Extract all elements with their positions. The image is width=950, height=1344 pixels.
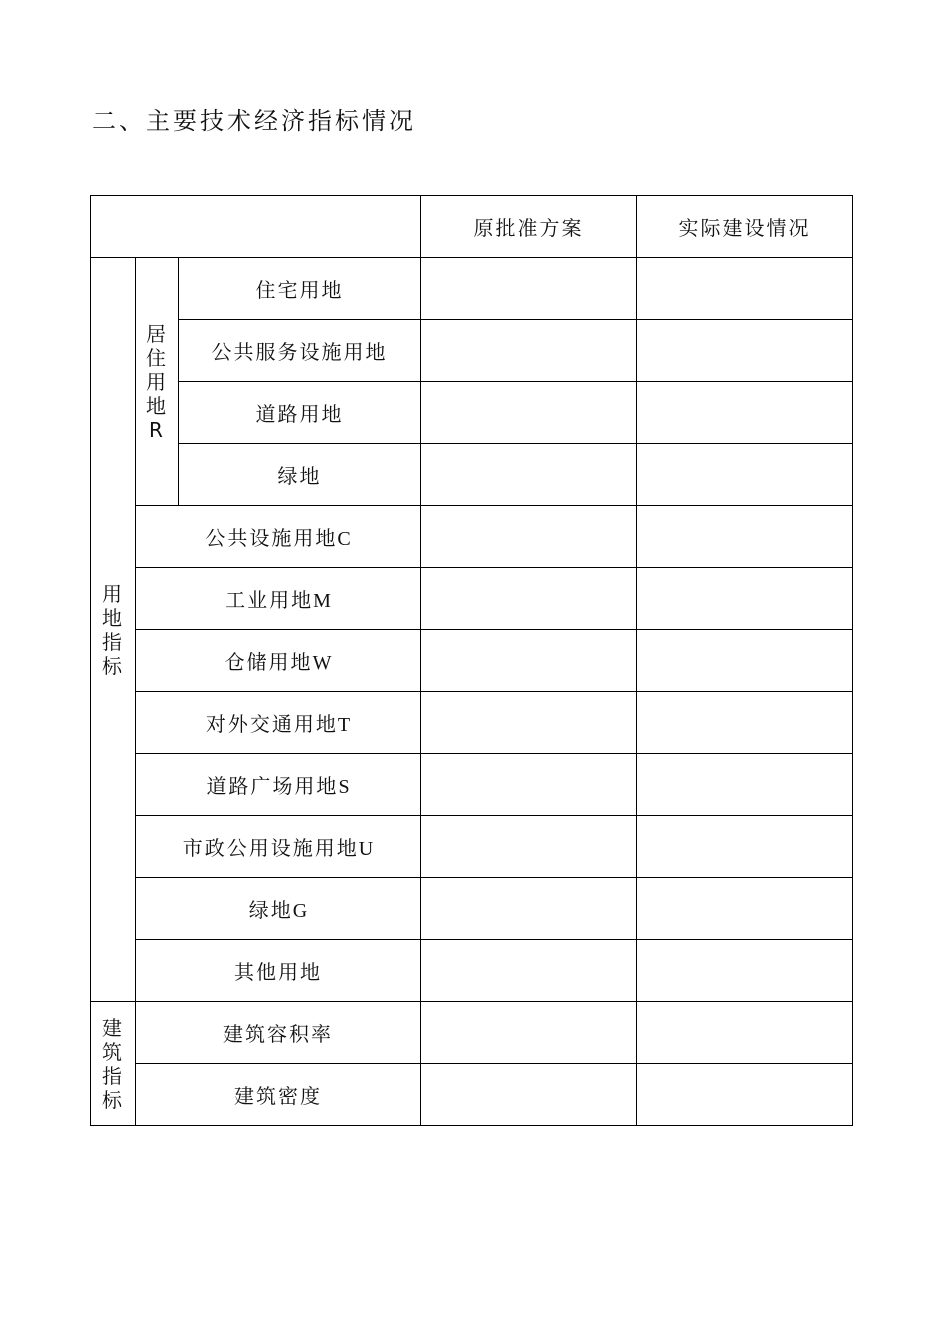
row-label: 对外交通用地T bbox=[136, 692, 421, 754]
table-row bbox=[91, 1002, 853, 1064]
original-plan-cell[interactable] bbox=[421, 258, 637, 320]
indicator-table bbox=[90, 195, 853, 1126]
header-original-plan: 原批准方案 bbox=[421, 196, 637, 258]
original-plan-cell[interactable] bbox=[421, 878, 637, 940]
table-row bbox=[91, 754, 853, 816]
table-row bbox=[91, 444, 853, 506]
header-actual: 实际建设情况 bbox=[637, 196, 853, 258]
row-label: 道路用地 bbox=[179, 382, 421, 444]
table-row bbox=[91, 1064, 853, 1126]
row-label: 住宅用地 bbox=[179, 258, 421, 320]
row-label: 仓储用地W bbox=[136, 630, 421, 692]
original-plan-cell[interactable] bbox=[421, 816, 637, 878]
land-group-label: 用地指标 bbox=[91, 258, 136, 1002]
original-plan-cell[interactable] bbox=[421, 1002, 637, 1064]
actual-cell[interactable] bbox=[637, 506, 853, 568]
actual-cell[interactable] bbox=[637, 1064, 853, 1126]
row-label: 建筑密度 bbox=[136, 1064, 421, 1126]
actual-cell[interactable] bbox=[637, 444, 853, 506]
original-plan-cell[interactable] bbox=[421, 940, 637, 1002]
row-label: 工业用地M bbox=[136, 568, 421, 630]
header-row bbox=[91, 196, 853, 258]
original-plan-cell[interactable] bbox=[421, 692, 637, 754]
table-row bbox=[91, 506, 853, 568]
actual-cell[interactable] bbox=[637, 692, 853, 754]
actual-cell[interactable] bbox=[637, 568, 853, 630]
row-label: 绿地 bbox=[179, 444, 421, 506]
original-plan-cell[interactable] bbox=[421, 1064, 637, 1126]
actual-cell[interactable] bbox=[637, 320, 853, 382]
actual-cell[interactable] bbox=[637, 816, 853, 878]
row-label: 绿地G bbox=[136, 878, 421, 940]
table-row bbox=[91, 320, 853, 382]
actual-cell[interactable] bbox=[637, 754, 853, 816]
actual-cell[interactable] bbox=[637, 382, 853, 444]
original-plan-cell[interactable] bbox=[421, 630, 637, 692]
actual-cell[interactable] bbox=[637, 940, 853, 1002]
actual-cell[interactable] bbox=[637, 630, 853, 692]
table-row bbox=[91, 940, 853, 1002]
table-row bbox=[91, 878, 853, 940]
table-row bbox=[91, 382, 853, 444]
original-plan-cell[interactable] bbox=[421, 320, 637, 382]
original-plan-cell[interactable] bbox=[421, 382, 637, 444]
table-row bbox=[91, 692, 853, 754]
header-blank-cell bbox=[91, 196, 421, 258]
row-label: 公共设施用地C bbox=[136, 506, 421, 568]
row-label: 其他用地 bbox=[136, 940, 421, 1002]
residential-group-label: 居住用地R bbox=[136, 258, 179, 506]
table-row bbox=[91, 630, 853, 692]
actual-cell[interactable] bbox=[637, 1002, 853, 1064]
original-plan-cell[interactable] bbox=[421, 568, 637, 630]
original-plan-cell[interactable] bbox=[421, 506, 637, 568]
building-group-label: 建筑指标 bbox=[91, 1002, 136, 1126]
row-label: 道路广场用地S bbox=[136, 754, 421, 816]
table-row bbox=[91, 568, 853, 630]
row-label: 公共服务设施用地 bbox=[179, 320, 421, 382]
actual-cell[interactable] bbox=[637, 258, 853, 320]
table-row bbox=[91, 816, 853, 878]
original-plan-cell[interactable] bbox=[421, 754, 637, 816]
row-label: 市政公用设施用地U bbox=[136, 816, 421, 878]
table-row bbox=[91, 258, 853, 320]
original-plan-cell[interactable] bbox=[421, 444, 637, 506]
row-label: 建筑容积率 bbox=[136, 1002, 421, 1064]
page-title: 二、主要技术经济指标情况 bbox=[92, 107, 416, 135]
actual-cell[interactable] bbox=[637, 878, 853, 940]
